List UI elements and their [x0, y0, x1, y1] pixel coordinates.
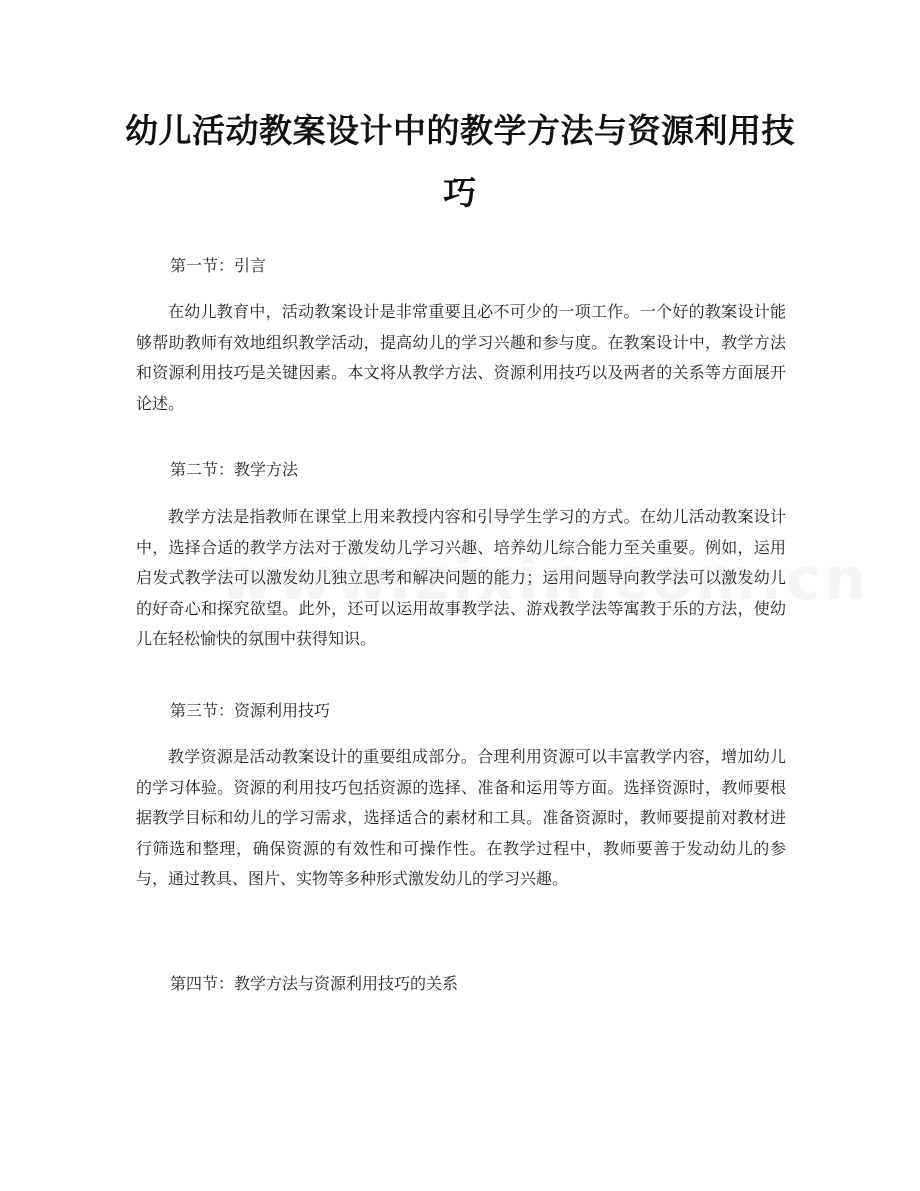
- section-heading-3: 第三节：资源利用技巧: [170, 701, 331, 720]
- section-paragraph-3: 教学资源是活动教案设计的重要组成部分。合理利用资源可以丰富教学内容，增加幼儿的学习体验。资源的利用技巧包括资源的选择、准备和运用等方面。选择资源时，教师要根据教学目标和幼儿的学习需求，选择适合的素材和工具。准备资源时，教师要提前对教材进行筛选和整理，确保资源的有效性和可操作性。在教学过程中，教师要善于发动幼儿的参与，通过教具、图片、实物等多种形式激发幼儿的学习兴趣。: [136, 747, 786, 888]
- section-heading-2: 第二节：教学方法: [170, 460, 299, 479]
- section-heading-4: 第四节：教学方法与资源利用技巧的关系: [170, 974, 459, 993]
- section-paragraph-1: 在幼儿教育中，活动教案设计是非常重要且必不可少的一项工作。一个好的教案设计能够帮助教师有效地组织教学活动，提高幼儿的学习兴趣和参与度。在教案设计中，教学方法和资源利用技巧是关键因素。本文将从教学方法、资源利用技巧以及两者的关系等方面展开论述。: [136, 302, 786, 413]
- section-heading-1: 第一节：引言: [170, 256, 267, 275]
- document-title: 幼儿活动教案设计中的教学方法与资源利用技巧: [125, 111, 795, 212]
- section-paragraph-2: 教学方法是指教师在课堂上用来教授内容和引导学生学习的方式。在幼儿活动教案设计中，选择合适的教学方法对于激发幼儿学习兴趣、培养幼儿综合能力至关重要。例如，运用启发式教学法可以激发幼儿独立思考和解决问题的能力；运用问题导向教学法可以激发幼儿的好奇心和探究欲望。此外，还可以运用故事教学法、游戏教学法等寓教于乐的方法，使幼儿在轻松愉快的氛围中获得知识。: [136, 507, 786, 648]
